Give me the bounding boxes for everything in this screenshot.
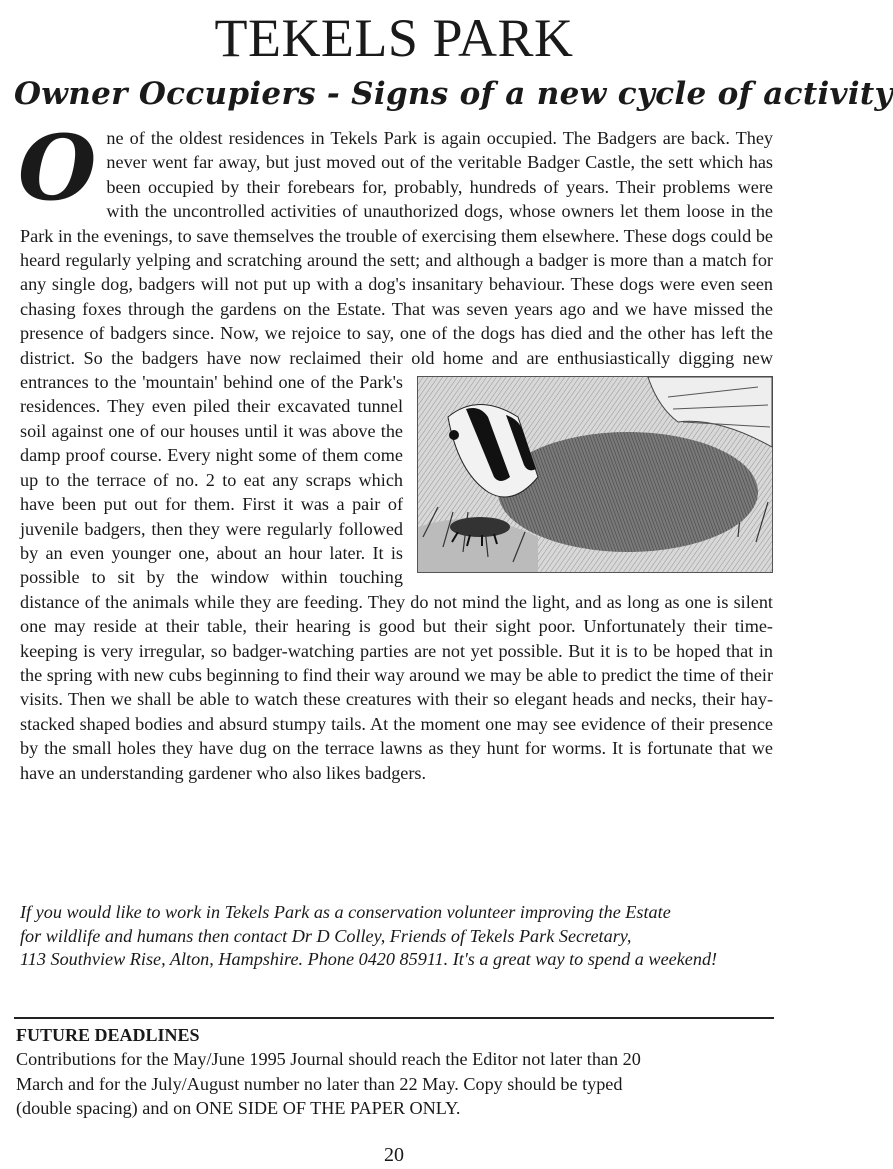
deadlines-line-2: March and for the July/August number no later than 22 May. Copy should be typed: [16, 1073, 623, 1094]
article-intro: [18, 115, 773, 785]
page-title: TEKELS PARK: [214, 8, 574, 68]
article-body: [18, 115, 773, 785]
badger-illustration: [417, 376, 773, 573]
deadlines-line-1: Contributions for the May/June 1995 Journal should reach the Editor not later than 20: [16, 1049, 641, 1069]
page-number: 20: [384, 1144, 404, 1166]
deadlines-heading: FUTURE DEADLINES: [16, 1025, 200, 1045]
deadlines-body: [16, 1047, 756, 1121]
drop-cap: O: [18, 115, 97, 221]
article-subtitle: Owner Occupiers - Signs of a new cycle of activity: [14, 76, 893, 112]
section-divider: [14, 1017, 774, 1019]
article-continuation-text: the Park's residences. They even piled their excavated tunnel soil against one of our houses until it was above the damp proof course. Every night some of them come up to the terrace of no. 2 to eat any scraps which have been put out for them. First it was a pair of juvenile badgers, then they were regularly followed by an even younger one, about an hour later. It is possible to sit by the window within touching distance of the animals while they are feeding. They do not mind the light, and as long as one is silent one may reside at their table, their hearing is good but their sight poor. Unfortunately their time-keeping is very irregular, so badger-watching parties are not yet possible. But it is to be hoped that in the spring with new cubs beginning to find their way around we may be able to predict the time of their visits. Then we shall be able to watch these creatures with their so elegant heads and necks, their hay-stacked shaped bodies and absurd stumpy tails. At the moment one may see evidence of their presence by the small holes they have dug on the terrace lawns as they hunt for worms. It is fortunate that we have an understanding gardener who also likes badgers.: [20, 372, 773, 783]
appeal-line-1: If you would like to work in Tekels Park as a conservation volunteer improving the Estate: [20, 902, 671, 922]
deadlines-line-3: (double spacing) and on ONE SIDE OF THE PAPER ONLY.: [16, 1098, 461, 1119]
badger-drawing: [418, 377, 772, 572]
appeal-line-3: 113 Southview Rise, Alton, Hampshire. Phone 0420 85911. It's a great way to spend a weekend!: [20, 949, 718, 970]
appeal-line-2: for wildlife and humans then contact Dr D Colley, Friends of Tekels Park Secretary,: [20, 925, 632, 946]
article-intro-text: ne of the oldest residences in Tekels Park is again occupied. The Badgers are back. They never went far away, but just moved out of the veritable Badger Castle, the sett which has been occupied by their forebears for, probably, hundreds of years. Their problems were with the uncontrolled activities of unauthorized dogs, whose owners let them loose in the Park in the evenings, to save themselves the trouble of exercising them elsewhere. These dogs could be heard regularly yelping and scratching around the sett; and although a badger is more than a match for any single dog, badgers will not put up with a dog's insanitary behaviour. These dogs were even seen chasing foxes through the gardens on the Estate. That was seven years ago and we have missed the presence of badgers since. Now, we rejoice to say, one of the dogs has died and the other has left the district. So the badgers have now reclaimed their old home and are enthusiastically digging new entrances to the 'mountain' behind one of: [20, 128, 773, 393]
volunteer-appeal: [20, 901, 773, 972]
